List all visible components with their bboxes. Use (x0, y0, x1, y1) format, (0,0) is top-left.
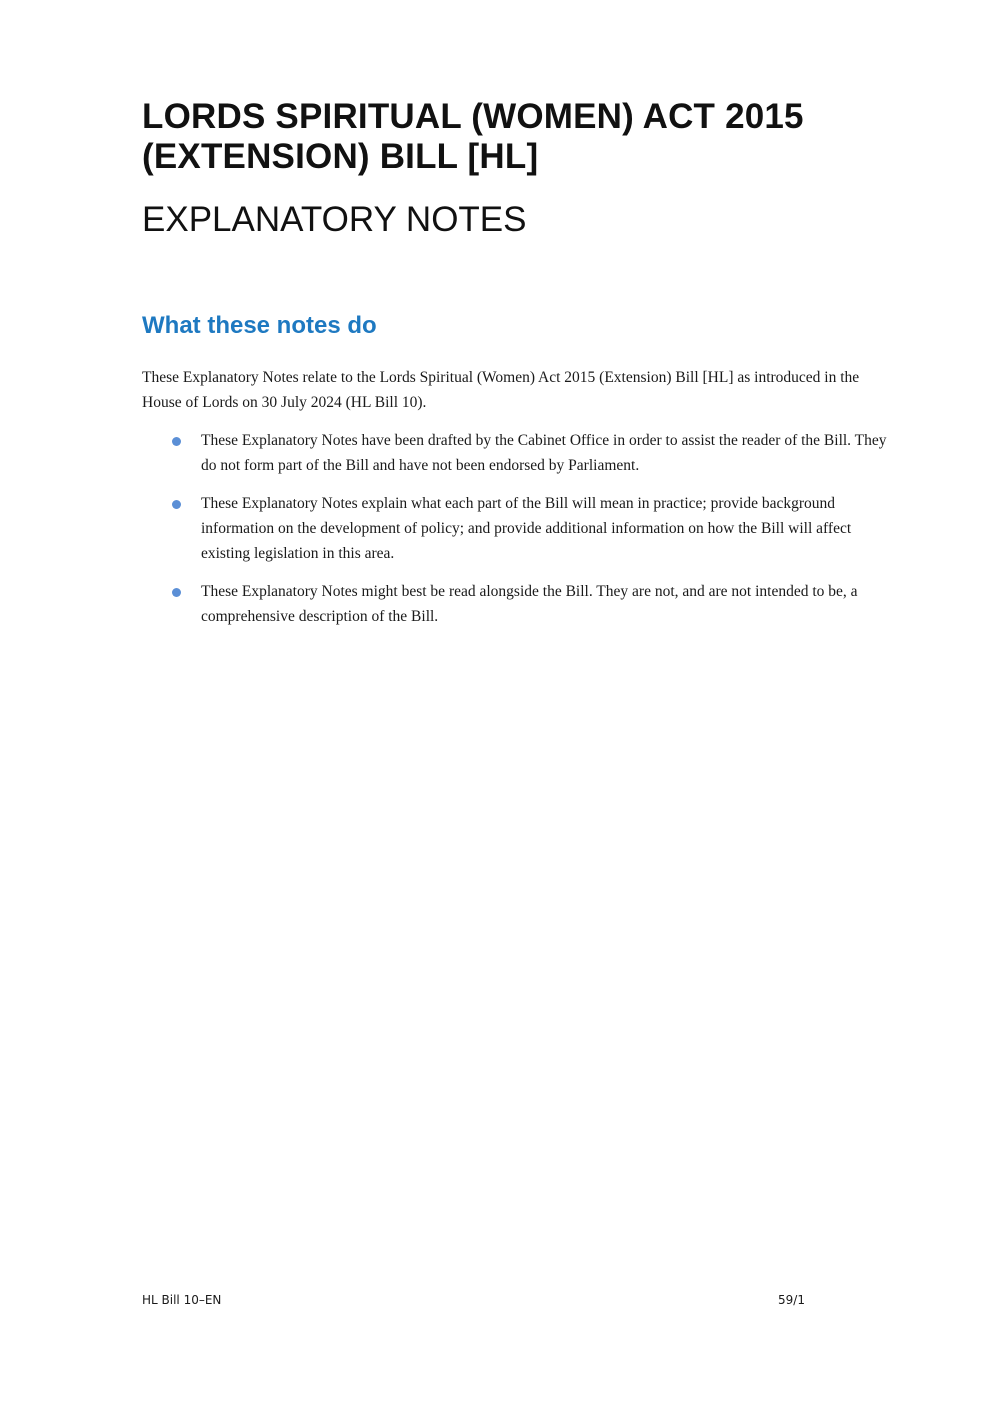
bullet-text: These Explanatory Notes might best be read alongside the Bill. They are not, and are not intended to be, a comprehensive description of the Bill. (201, 583, 858, 625)
bullet-text: These Explanatory Notes have been drafted by the Cabinet Office in order to assist the reader of the Bill. They do not form part of the Bill and have not been endorsed by Parliament. (201, 432, 887, 474)
bullet-text: These Explanatory Notes explain what each part of the Bill will mean in practice; provide background information on the development of policy; and provide additional information on how the Bill will affect existing legislation in this area. (201, 495, 852, 562)
bullet-icon (172, 437, 181, 446)
bullet-item (142, 579, 902, 629)
intro-paragraph: These Explanatory Notes relate to the Lords Spiritual (Women) Act 2015 (Extension) Bill [HL] as introduced in the House of Lords on 30 July 2024 (HL Bill 10). (142, 369, 860, 411)
footer-bill-reference: HL Bill 10–EN (142, 1293, 222, 1307)
bullet-item (142, 491, 902, 566)
bullet-list (142, 428, 902, 642)
document-subtitle: EXPLANATORY NOTES (142, 200, 527, 239)
bullet-item (142, 428, 902, 478)
bullet-icon (172, 588, 181, 597)
document-title: LORDS SPIRITUAL (WOMEN) ACT 2015 (EXTENSION) BILL [HL] (142, 97, 804, 176)
section-heading: What these notes do (142, 312, 377, 339)
footer-page-number: 59/1 (778, 1293, 805, 1307)
bullet-icon (172, 500, 181, 509)
